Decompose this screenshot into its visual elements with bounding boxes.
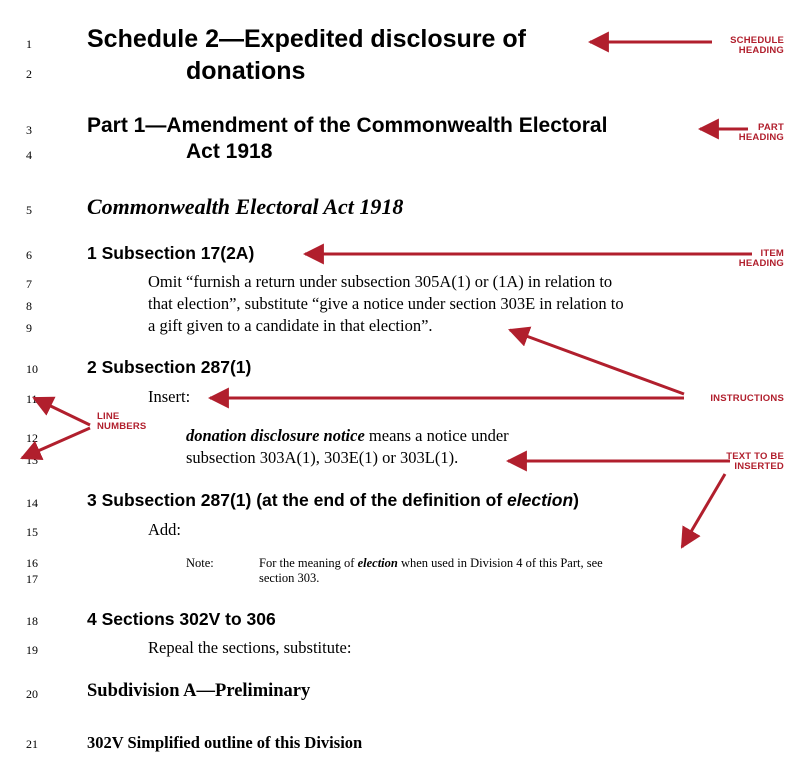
arrow-line-numbers-down (22, 428, 90, 458)
part-heading-line1: Part 1—Amendment of the Commonwealth Electoral (87, 114, 608, 137)
line-number: 3 (26, 123, 32, 137)
annotation-item-heading: ITEM HEADING (738, 248, 784, 269)
section-heading: 302V Simplified outline of this Division (87, 733, 363, 752)
annotation-schedule-heading: SCHEDULE HEADING (730, 35, 784, 56)
note-text-after: when used in Division 4 of this Part, see (397, 556, 603, 570)
annotation-text-to-be-inserted: TEXT TO BE INSERTED (726, 451, 784, 472)
definition-term: donation disclosure notice (186, 426, 365, 445)
item-4-instruction: Repeal the sections, substitute: (148, 638, 352, 657)
item-3-instruction: Add: (148, 520, 181, 539)
note-term: election (357, 556, 398, 570)
item-1-instruction-line3: a gift given to a candidate in that election”. (148, 316, 433, 335)
arrow-inserted-to-note (682, 474, 725, 547)
line-number: 9 (26, 321, 32, 335)
line-number: 15 (26, 525, 38, 539)
note-label: Note: (186, 556, 214, 570)
item-1-instruction-line2: that election”, substitute “give a notice under section 303E in relation to (148, 294, 624, 313)
line-number: 20 (26, 687, 38, 701)
item-3-heading-prefix: 3 Subsection 287(1) (at the end of the definition of (87, 490, 508, 510)
annotation-instructions: INSTRUCTIONS (710, 393, 784, 404)
act-title: Commonwealth Electoral Act 1918 (87, 194, 404, 219)
line-number: 12 (26, 431, 38, 445)
item-2-instruction: Insert: (148, 387, 191, 406)
annotation-part-heading: PART HEADING (738, 122, 784, 143)
item-1-heading: 1 Subsection 17(2A) (87, 243, 255, 263)
line-number: 2 (26, 67, 32, 81)
line-number: 10 (26, 362, 38, 376)
item-3-heading-term: election (507, 490, 574, 510)
annotation-line-numbers: LINE NUMBERS (97, 411, 147, 432)
line-number: 1 (26, 37, 32, 51)
item-2-heading: 2 Subsection 287(1) (87, 357, 252, 377)
definition-text: means a notice under (364, 426, 509, 445)
line-number: 14 (26, 496, 38, 510)
line-number: 8 (26, 299, 32, 313)
part-heading-line2: Act 1918 (186, 140, 273, 163)
definition-line2: subsection 303A(1), 303E(1) or 303L(1). (186, 448, 459, 467)
schedule-heading-line2: donations (186, 57, 306, 85)
item-1-instruction-line1: Omit “furnish a return under subsection 305A(1) or (1A) in relation to (148, 272, 613, 291)
line-number: 19 (26, 643, 38, 657)
line-number: 17 (26, 572, 38, 586)
line-number: 21 (26, 737, 38, 751)
schedule-heading-line1: Schedule 2—Expedited disclosure of (87, 25, 527, 53)
subdivision-heading: Subdivision A—Preliminary (87, 681, 311, 701)
line-number: 6 (26, 248, 32, 262)
line-number: 16 (26, 556, 38, 570)
line-number: 18 (26, 614, 38, 628)
note-line2: section 303. (259, 571, 320, 585)
line-number: 4 (26, 148, 32, 162)
line-number: 13 (26, 453, 38, 467)
line-number: 11 (26, 392, 38, 406)
item-4-heading: 4 Sections 302V to 306 (87, 609, 276, 629)
note-text-before: For the meaning of (259, 556, 358, 570)
arrow-line-numbers-up (34, 398, 90, 425)
arrow-instructions-to-item1 (510, 330, 684, 394)
line-number: 7 (26, 277, 32, 291)
item-3-heading-suffix: ) (573, 490, 579, 510)
line-number: 5 (26, 203, 32, 217)
